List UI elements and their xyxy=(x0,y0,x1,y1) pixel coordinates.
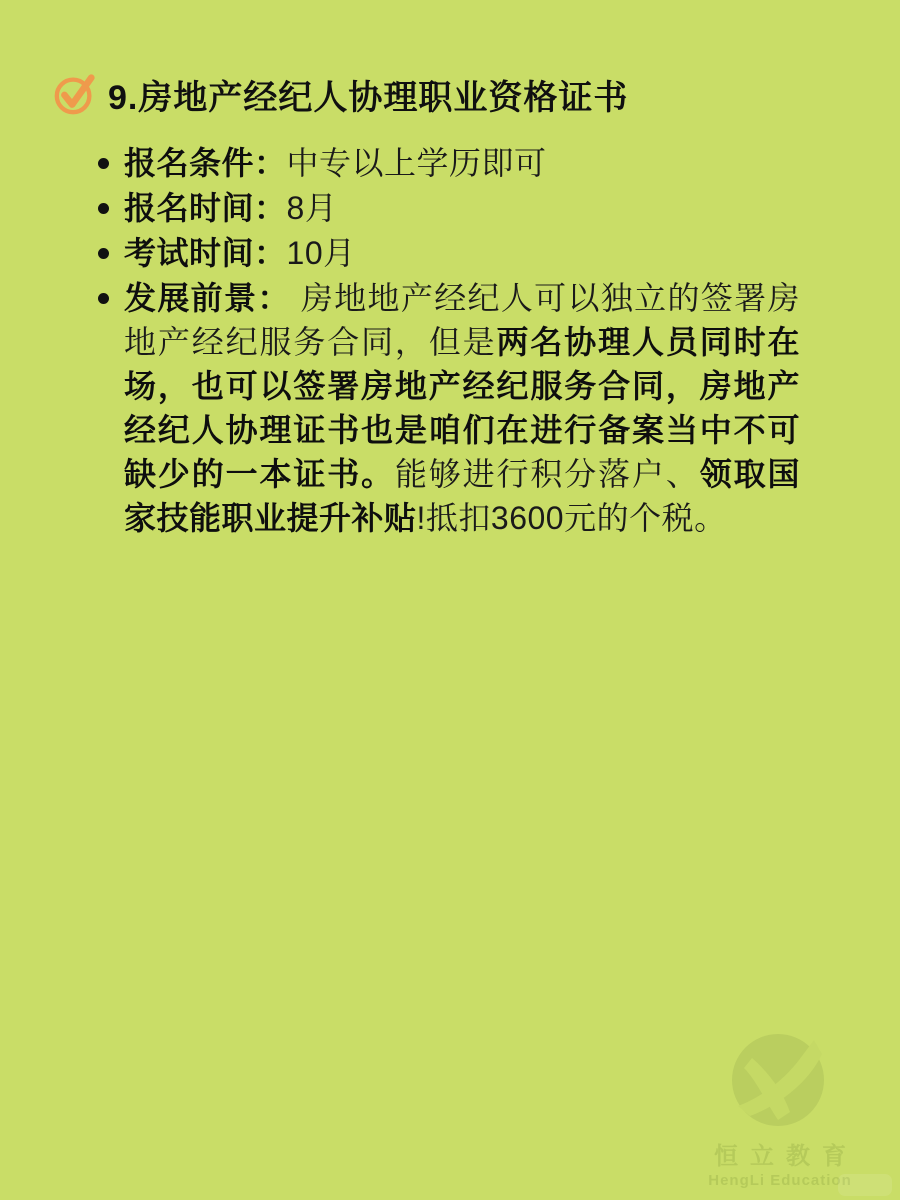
prospect-paragraph xyxy=(124,276,800,540)
prospect-text-segment: 能够进行积分落户、 xyxy=(394,456,700,492)
bullet-list xyxy=(52,141,800,540)
watermark-cn-text: 恒立教育 xyxy=(714,1143,858,1170)
item-value: 10月 xyxy=(286,235,356,271)
item-label: 报名条件： xyxy=(124,145,287,181)
list-item-exam-time xyxy=(96,231,800,275)
prospect-text-segment: 两名协理人员同时在场，也可以签署房地产经纪服务合同，房地产经纪人协理证书也是咱们在进行备案当中不可缺少的一本证书。 xyxy=(124,324,800,492)
bullet-dot-icon xyxy=(96,231,124,275)
item-value: 8月 xyxy=(286,190,338,226)
list-item-prospects xyxy=(96,276,800,540)
prospect-text-segment: 房地地产经纪人可以独立的签署房地产经纪服务合同，但是 xyxy=(124,280,800,360)
check-circle-icon xyxy=(52,71,98,117)
section-header xyxy=(52,70,848,119)
item-label: 发展前景： xyxy=(124,280,291,316)
item-text xyxy=(124,231,800,275)
bullet-dot-icon xyxy=(96,141,124,185)
bullet-dot-icon xyxy=(96,186,124,230)
poster-content xyxy=(52,70,848,541)
bullet-dot-icon xyxy=(96,276,124,320)
list-item-signup-conditions xyxy=(96,141,800,185)
list-item-signup-time xyxy=(96,186,800,230)
prospect-text-segment: 领取国家技能职业提升补贴 xyxy=(124,456,800,536)
prospect-text-segment: !抵扣3600元的个税。 xyxy=(416,500,727,536)
globe-swoosh-icon xyxy=(730,1028,830,1132)
watermark-en-text: HengLi Education xyxy=(708,1172,852,1189)
prospect-segments xyxy=(124,280,800,536)
item-text xyxy=(124,186,800,230)
corner-badge xyxy=(838,1174,892,1196)
item-value: 中专以上学历即可 xyxy=(286,145,547,181)
watermark-logo xyxy=(695,1028,865,1189)
item-label: 报名时间： xyxy=(124,190,287,226)
item-label: 考试时间： xyxy=(124,235,287,271)
page-title: 9.房地产经纪人协理职业资格证书 xyxy=(108,79,629,117)
item-text xyxy=(124,141,800,185)
